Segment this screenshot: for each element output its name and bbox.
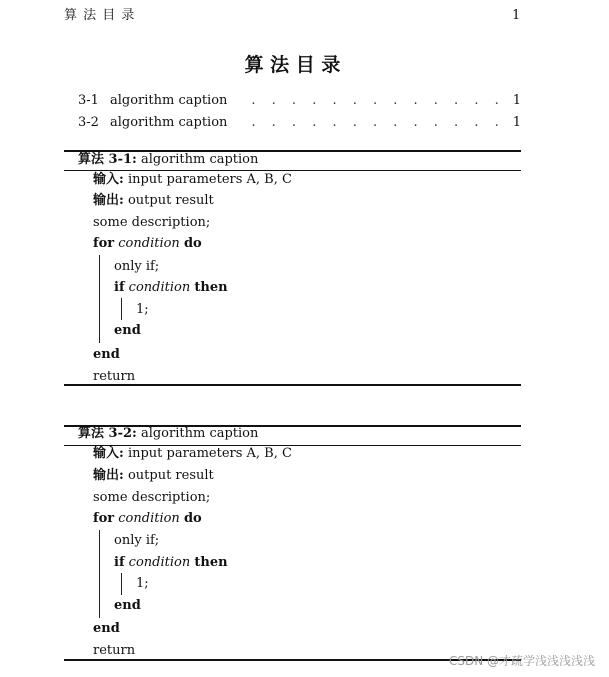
only-if-line: only if; xyxy=(114,533,160,548)
toc-title: 算 法 目 录 xyxy=(244,54,341,76)
return-line: return xyxy=(93,369,136,384)
output-line: 输出: output result xyxy=(93,193,214,208)
toc-leader-dots: . . . . . . . . . . . . . xyxy=(251,115,505,130)
running-header-title: 算 法 目 录 xyxy=(64,8,136,23)
toc-number: 3-2 xyxy=(78,115,99,130)
toc-caption: algorithm caption xyxy=(110,93,228,108)
end-for-line: end xyxy=(93,621,120,636)
if-line: if condition then xyxy=(114,555,228,570)
output-line: 输出: output result xyxy=(93,468,214,483)
toc-caption: algorithm caption xyxy=(110,115,228,130)
statement-line: 1; xyxy=(136,576,149,591)
end-if-line: end xyxy=(114,323,141,338)
for-line: for condition do xyxy=(93,236,202,251)
algorithm-caption: 算法 3-2: algorithm caption xyxy=(78,426,259,441)
if-block-bar xyxy=(121,573,122,595)
toc-page: 1 xyxy=(512,93,521,108)
toc-page: 1 xyxy=(512,115,521,130)
description-line: some description; xyxy=(93,490,211,505)
input-line: 输入: input parameters A, B, C xyxy=(93,446,292,461)
caption-rule xyxy=(64,170,521,171)
for-line: for condition do xyxy=(93,511,202,526)
only-if-line: only if; xyxy=(114,259,160,274)
statement-line: 1; xyxy=(136,302,149,317)
algorithm-block xyxy=(0,275,609,658)
for-block-bar xyxy=(99,530,100,618)
toc-leader-dots: . . . . . . . . . . . . . xyxy=(251,93,505,108)
end-if-line: end xyxy=(114,598,141,613)
if-line: if condition then xyxy=(114,280,228,295)
running-header-page: 1 xyxy=(512,8,521,23)
return-line: return xyxy=(93,643,136,658)
toc-number: 3-1 xyxy=(78,93,99,108)
description-line: some description; xyxy=(93,215,211,230)
end-for-line: end xyxy=(93,347,120,362)
input-line: 输入: input parameters A, B, C xyxy=(93,172,292,187)
watermark: CSDN @才疏学浅浅浅浅浅 xyxy=(448,654,595,668)
algorithm-caption: 算法 3-1: algorithm caption xyxy=(78,152,259,167)
